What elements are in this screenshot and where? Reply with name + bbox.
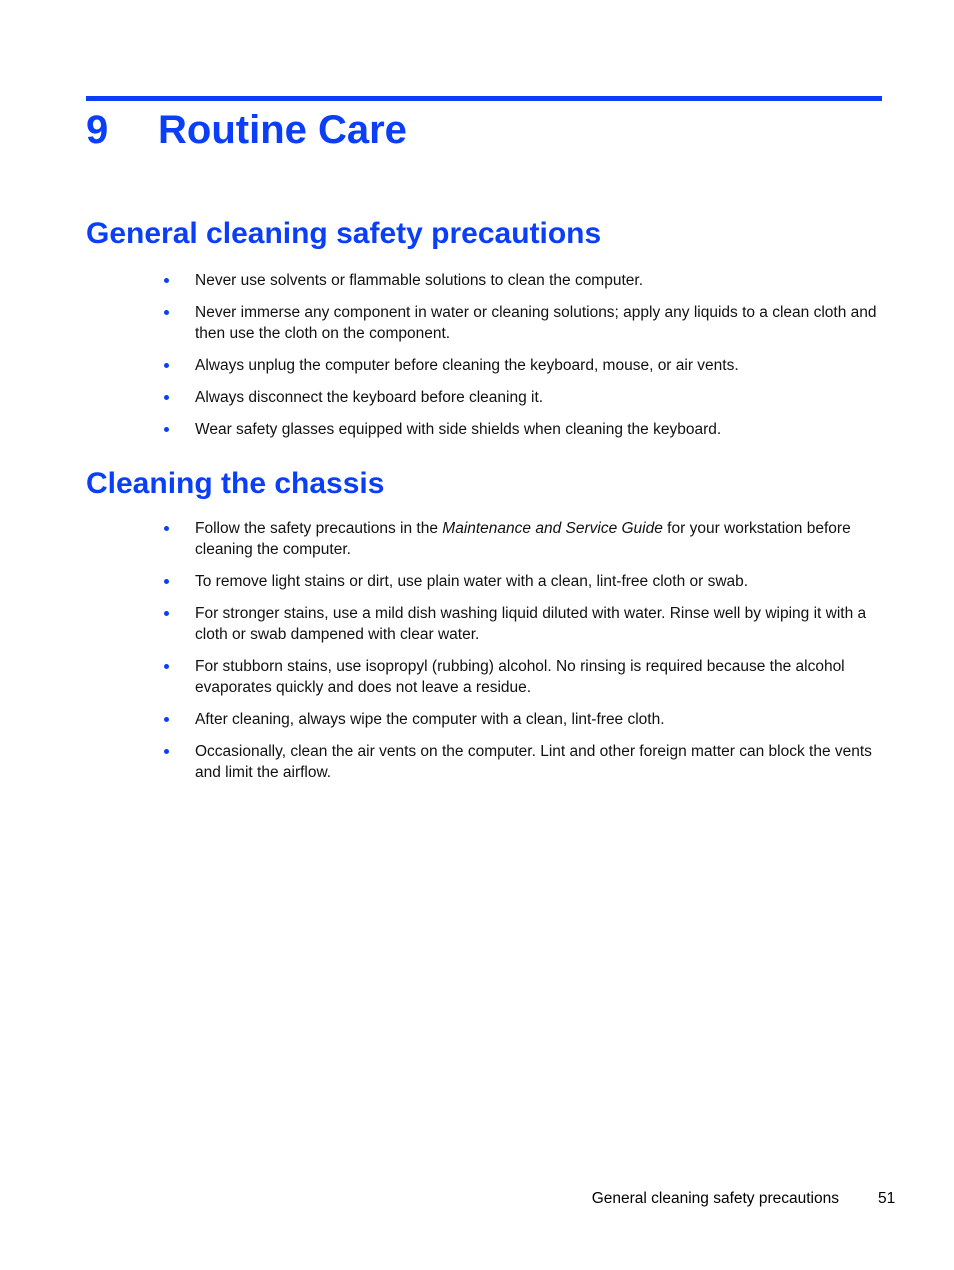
bullet-icon [164, 363, 169, 368]
list-item-text: Always unplug the computer before cleaning the keyboard, mouse, or air vents. [195, 357, 739, 374]
list-item [160, 518, 880, 560]
bullet-icon [164, 310, 169, 315]
list-item-text: Never use solvents or flammable solutions to clean the computer. [195, 272, 644, 289]
guide-title-reference: Maintenance and Service Guide [442, 520, 663, 537]
bullet-icon [164, 395, 169, 400]
list-item [160, 603, 880, 645]
list-item [160, 355, 880, 376]
section-heading-cleaning-chassis: Cleaning the chassis [86, 467, 385, 500]
list-item-text: Never immerse any component in water or cleaning solutions; apply any liquids to a clean cloth and then use the cloth on the component. [195, 304, 877, 342]
list-item-text-after: for your workstation before cleaning the computer. [195, 520, 851, 558]
bullet-icon [164, 427, 169, 432]
chapter-rule [86, 96, 882, 101]
list-item [160, 741, 880, 783]
list-item [160, 302, 880, 344]
bullet-icon [164, 611, 169, 616]
bullet-icon [164, 526, 169, 531]
section-heading-general-cleaning: General cleaning safety precautions [86, 217, 602, 250]
list-item-text: Always disconnect the keyboard before cleaning it. [195, 389, 544, 406]
footer-section-title: General cleaning safety precautions [591, 1190, 839, 1207]
list-item [160, 419, 880, 440]
cleaning-chassis-list [160, 518, 880, 794]
bullet-icon [164, 579, 169, 584]
footer-page-number: 51 [878, 1190, 896, 1207]
general-cleaning-list [160, 270, 880, 451]
list-item-text: For stubborn stains, use isopropyl (rubbing) alcohol. No rinsing is required because the alcohol evaporates quickly and does not leave a residue. [195, 658, 845, 696]
chapter-title: Routine Care [158, 108, 407, 152]
bullet-icon [164, 664, 169, 669]
list-item [160, 709, 880, 730]
chapter-heading [86, 106, 407, 154]
list-item-text: Wear safety glasses equipped with side shields when cleaning the keyboard. [195, 421, 722, 438]
list-item [160, 656, 880, 698]
bullet-icon [164, 278, 169, 283]
list-item-text: Occasionally, clean the air vents on the computer. Lint and other foreign matter can block the vents and limit the airflow. [195, 743, 872, 781]
list-item [160, 571, 880, 592]
list-item-text: To remove light stains or dirt, use plain water with a clean, lint-free cloth or swab. [195, 573, 749, 590]
chapter-number: 9 [86, 108, 109, 152]
bullet-icon [164, 749, 169, 754]
list-item [160, 387, 880, 408]
bullet-icon [164, 717, 169, 722]
list-item-text: For stronger stains, use a mild dish washing liquid diluted with water. Rinse well by wiping it with a cloth or swab dampened with clear water. [195, 605, 867, 643]
list-item-text: After cleaning, always wipe the computer with a clean, lint-free cloth. [195, 711, 665, 728]
list-item-text-before: Follow the safety precautions in the [195, 520, 443, 537]
list-item [160, 270, 880, 291]
